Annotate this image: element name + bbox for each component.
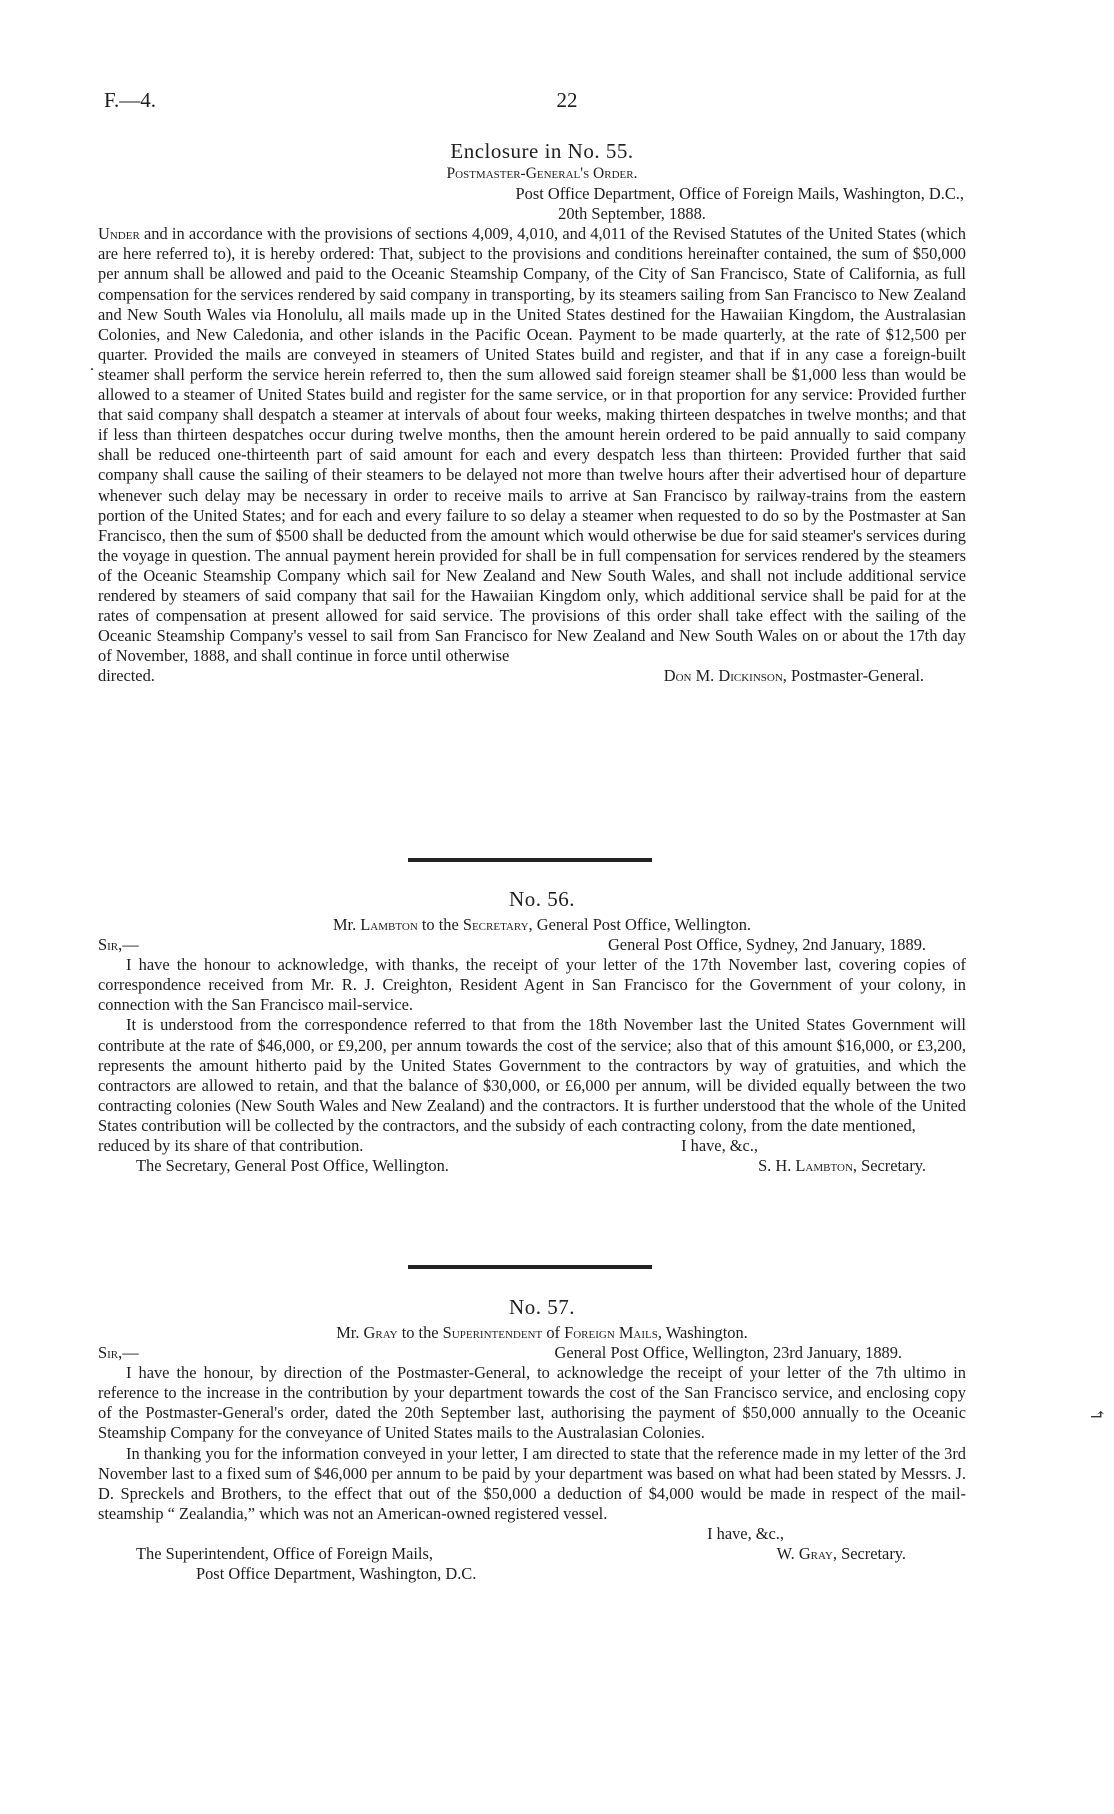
enclosure-section xyxy=(98,138,966,686)
enclosure-body-lead: Under xyxy=(98,224,140,244)
letter-57-heading xyxy=(98,1323,966,1343)
letter-56-signature-title: , Secretary. xyxy=(852,1156,926,1176)
enclosure-subtitle: Postmaster-General's Order. xyxy=(446,165,638,182)
letter-57-signature xyxy=(777,1544,966,1564)
letter-56-signature xyxy=(758,1156,966,1176)
letter-57-recipient-line-1: The Superintendent, Office of Foreign Mails, xyxy=(136,1544,433,1564)
letter-56-signature-initials: S. H. xyxy=(758,1156,796,1176)
letter-57-heading-part: Mr. xyxy=(336,1323,364,1342)
letter-56-signature-line xyxy=(98,1156,966,1176)
letter-57-heading-part: of xyxy=(542,1323,565,1342)
enclosure-signature-line xyxy=(98,666,966,686)
letter-57-salutation: Sir,— xyxy=(98,1343,139,1363)
letter-57-heading-part: , Washington. xyxy=(657,1323,748,1342)
letter-56-closing-line xyxy=(98,1136,966,1156)
letter-57-signature-initials: W. xyxy=(776,1544,799,1564)
letter-56-heading-part: , General Post Office, Wellington. xyxy=(528,915,752,934)
enclosure-body-end: directed. xyxy=(98,666,155,686)
document-reference: F.—4. xyxy=(104,88,156,112)
letter-56-paragraph-2-end: reduced by its share of that contribution. xyxy=(98,1136,364,1156)
letter-56-signature-name: Lambton xyxy=(795,1156,853,1176)
enclosure-body xyxy=(98,224,966,666)
letter-57-salutation-line xyxy=(98,1343,966,1363)
letter-57-paragraph-2: In thanking you for the information conveyed in your letter, I am directed to state that the reference made in my letter of the 3rd November last to a fixed sum of $46,000 per annum to be paid by your department was based on what had been stated by Messrs. J. D. Spreckels and Brothers, to the effect that out of the $50,000 a deduction of $4,000 would be made in respect of the mail-steamship “ Zealandia,” which was not an American-owned registered vessel. xyxy=(98,1443,966,1523)
letter-56-closing: I have, &c., xyxy=(681,1136,758,1156)
letter-57-heading-part: to the xyxy=(397,1323,443,1342)
enclosure-signature-name: Don M. Dickinson xyxy=(663,666,783,686)
letter-56-salutation: Sir,— xyxy=(98,935,139,955)
letter-56-paragraph-2: It is understood from the correspondence referred to that from the 18th November last the United States Government will contribute at the rate of $46,000, or £9,200, per annum towards the cost of the service; also that of this amount $16,000, or £3,200, represents the amount hitherto paid by the United States Government to the contractors by way of gratuities, and which the contractors are allowed to retain, and that the balance of $30,000, or £6,000 per annum, will be divided equally between the two contracting colonies (New South Wales and New Zealand) and the contractors. It is further understood that the whole of the United States contribution will be collected by the contractors, and the subsidy of each contracting colony, from the date mentioned, xyxy=(98,1015,966,1135)
letter-57-title: No. 57. xyxy=(509,1295,575,1319)
letter-56-place-date: General Post Office, Sydney, 2nd January, 1889. xyxy=(607,935,926,955)
margin-arrow-icon: ⬏ xyxy=(1090,1404,1106,1424)
letter-57-recipient-role: Superintendent xyxy=(442,1323,543,1342)
letter-57-place-date: General Post Office, Wellington, 23rd January, 1889. xyxy=(554,1343,902,1363)
section-divider xyxy=(408,858,652,862)
enclosure-title: Enclosure in No. 55. xyxy=(450,139,634,163)
letter-56-recipient-role: Secretary xyxy=(462,915,529,934)
letter-56-recipient: The Secretary, General Post Office, Wellington. xyxy=(136,1156,449,1176)
letter-56-salutation-line xyxy=(98,935,966,955)
letter-56 xyxy=(98,886,966,1176)
letter-57-closing: I have, &c., xyxy=(707,1523,784,1543)
letter-56-heading xyxy=(98,915,966,935)
letter-57-signature-name: Gray xyxy=(798,1544,833,1564)
letter-57-paragraph-1: I have the honour, by direction of the Postmaster-General, to acknowledge the receipt of your letter of the 7th ultimo in reference to the increase in the contribution by your department towards the cost of the San Francisco service, and enclosing copy of the Postmaster-General's order, dated the 20th September last, authorising the payment of $50,000 annually to the Oceanic Steamship Company for the conveyance of United States mails to the Australasian Colonies. xyxy=(98,1363,966,1443)
letter-56-paragraph-1: I have the honour to acknowledge, with thanks, the receipt of your letter of the 17th November last, covering copies of correspondence received from Mr. R. J. Creighton, Resident Agent in San Francisco for the Government of your colony, in connection with the San Francisco mail-service. xyxy=(98,955,966,1015)
section-divider xyxy=(408,1265,652,1269)
margin-dot: . xyxy=(90,357,94,374)
letter-57-signature-title: , Secretary. xyxy=(832,1544,906,1564)
page-number: 22 xyxy=(556,88,578,112)
letter-57 xyxy=(98,1294,966,1584)
enclosure-date: 20th September, 1888. xyxy=(558,204,706,224)
letter-57-recipient-line-2: Post Office Department, Washington, D.C. xyxy=(196,1564,477,1584)
letter-57-recipient-office: Foreign Mails xyxy=(564,1323,658,1342)
letter-56-heading-part: to the xyxy=(417,915,463,934)
letter-56-sender: Lambton xyxy=(360,915,418,934)
letter-56-title: No. 56. xyxy=(509,887,575,911)
letter-57-sender: Gray xyxy=(363,1323,398,1342)
enclosure-signature xyxy=(664,666,966,686)
enclosure-body-text: and in accordance with the provisions of sections 4,009, 4,010, and 4,011 of the Revised Statutes of the United States (which are here referred to), it is hereby ordered: That, subject to the provisions and conditions hereinafter contained, the sum of $50,000 per annum shall be allowed and paid to the Oceanic Steamship Company, of the City of San Francisco, State of California, as full compensation for the services rendered by said company in transporting, by its steamers sailing from San Francisco to New Zealand and New South Wales via Honolulu, all mails made up in the United States destined for the Hawaiian Kingdom, the Australasian Colonies, and New Caledonia, and other islands in the Pacific Ocean. Payment to be made quarterly, at the rate of $12,500 per quarter. Provided the mails are conveyed in steamers of United States build and register, and that if in any case a foreign-built steamer shall perform the service herein referred to, then the sum allowed said foreign steamer shall be $1,000 less than would be allowed to a steamer of United States build and register for the same service, or in that proportion for any service: Provided further that said company shall despatch a steamer at intervals of about four weeks, making thirteen despatches in twelve months; and that if less than thirteen despatches occur during twelve months, then the amount herein ordered to be paid annually to said company shall be reduced one-thirteenth part of said amount for each and every despatch less than thirteen: Provided further that said company shall cause the sailing of their steamers to be delayed not more than twelve hours after their advertised hour of departure whenever such delay may be necessary in order to receive mails to arrive at San Francisco by railway-trains from the eastern portion of the United States; and for each and every failure to so delay a steamer when requested to do so by the Postmaster at San Francisco, then the sum of $500 shall be deducted from the amount which would otherwise be due for said steamer's services during the voyage in question. The annual payment herein provided for shall be in full compensation for services rendered by the steamers of the Oceanic Steamship Company which sail for New Zealand and New South Wales, and shall not include additional service rendered by steamers of said company that sail for the Hawaiian Kingdom only, which additional service shall be paid for at the rates of compensation at present allowed for said service. The provisions of this order shall take effect with the sailing of the Oceanic Steamship Company's vessel to sail from San Francisco for New Zealand and New South Wales on or about the 17th day of November, 1888, and shall continue in force until otherwise xyxy=(98,224,966,666)
enclosure-signature-title: , Postmaster-General. xyxy=(782,666,924,686)
letter-57-signature-line xyxy=(98,1544,966,1564)
letter-56-heading-part: Mr. xyxy=(332,915,361,934)
enclosure-place: Post Office Department, Office of Foreign Mails, Washington, D.C., xyxy=(515,184,964,204)
